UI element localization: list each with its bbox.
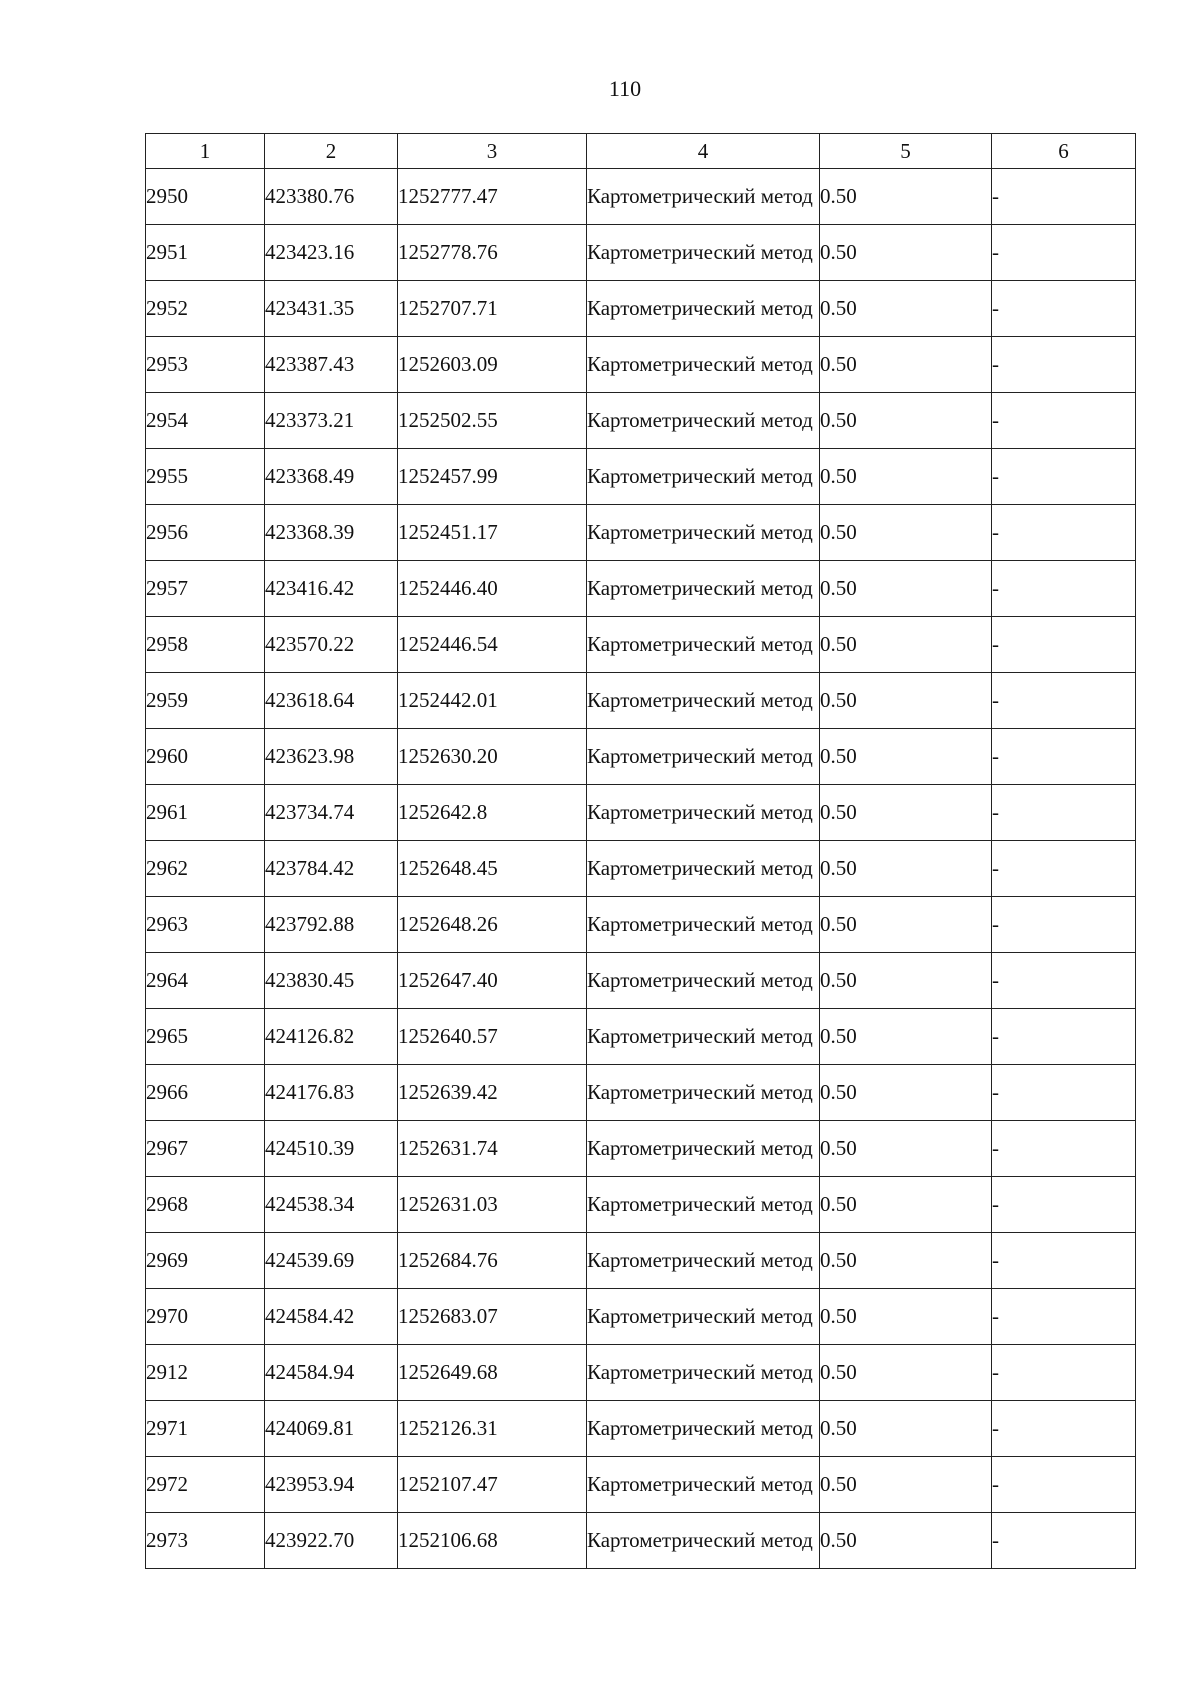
method-cell: Картометрический метод [587,449,820,505]
accuracy-cell: 0.50 [820,1121,992,1177]
x-coordinate-cell: 423368.39 [265,505,398,561]
y-coordinate-cell: 1252126.31 [398,1401,587,1457]
method-cell: Картометрический метод [587,785,820,841]
y-coordinate-cell: 1252707.71 [398,281,587,337]
note-cell: - [992,449,1136,505]
note-cell: - [992,1233,1136,1289]
x-coordinate-cell: 424584.94 [265,1345,398,1401]
point-number-cell: 2972 [146,1457,265,1513]
point-number-cell: 2954 [146,393,265,449]
note-cell: - [992,897,1136,953]
table-row [146,617,1136,673]
accuracy-cell: 0.50 [820,1177,992,1233]
accuracy-cell: 0.50 [820,673,992,729]
y-coordinate-cell: 1252639.42 [398,1065,587,1121]
accuracy-cell: 0.50 [820,1345,992,1401]
accuracy-cell: 0.50 [820,1457,992,1513]
table-row [146,953,1136,1009]
column-header-1: 1 [146,134,265,169]
table-row [146,449,1136,505]
accuracy-cell: 0.50 [820,505,992,561]
method-cell: Картометрический метод [587,1513,820,1569]
y-coordinate-cell: 1252603.09 [398,337,587,393]
accuracy-cell: 0.50 [820,841,992,897]
point-number-cell: 2912 [146,1345,265,1401]
x-coordinate-cell: 423416.42 [265,561,398,617]
point-number-cell: 2963 [146,897,265,953]
note-cell: - [992,281,1136,337]
table-row [146,169,1136,225]
table-header [146,134,1136,169]
x-coordinate-cell: 423373.21 [265,393,398,449]
x-coordinate-cell: 423734.74 [265,785,398,841]
point-number-cell: 2955 [146,449,265,505]
accuracy-cell: 0.50 [820,337,992,393]
note-cell: - [992,1513,1136,1569]
accuracy-cell: 0.50 [820,897,992,953]
method-cell: Картометрический метод [587,281,820,337]
y-coordinate-cell: 1252502.55 [398,393,587,449]
note-cell: - [992,169,1136,225]
accuracy-cell: 0.50 [820,1009,992,1065]
table-row [146,281,1136,337]
x-coordinate-cell: 423953.94 [265,1457,398,1513]
table-row [146,1457,1136,1513]
table-row [146,393,1136,449]
column-header-2: 2 [265,134,398,169]
accuracy-cell: 0.50 [820,729,992,785]
x-coordinate-cell: 423830.45 [265,953,398,1009]
y-coordinate-cell: 1252451.17 [398,505,587,561]
method-cell: Картометрический метод [587,617,820,673]
note-cell: - [992,1177,1136,1233]
column-header-3: 3 [398,134,587,169]
coordinates-table [145,133,1136,1569]
method-cell: Картометрический метод [587,1065,820,1121]
y-coordinate-cell: 1252631.03 [398,1177,587,1233]
note-cell: - [992,1401,1136,1457]
point-number-cell: 2962 [146,841,265,897]
method-cell: Картометрический метод [587,393,820,449]
y-coordinate-cell: 1252683.07 [398,1289,587,1345]
point-number-cell: 2967 [146,1121,265,1177]
table-row [146,225,1136,281]
x-coordinate-cell: 423368.49 [265,449,398,505]
table-row [146,897,1136,953]
x-coordinate-cell: 423618.64 [265,673,398,729]
table-body [146,169,1136,1569]
point-number-cell: 2965 [146,1009,265,1065]
note-cell: - [992,785,1136,841]
point-number-cell: 2953 [146,337,265,393]
note-cell: - [992,505,1136,561]
method-cell: Картометрический метод [587,1121,820,1177]
point-number-cell: 2966 [146,1065,265,1121]
table-row [146,785,1136,841]
point-number-cell: 2961 [146,785,265,841]
y-coordinate-cell: 1252640.57 [398,1009,587,1065]
point-number-cell: 2971 [146,1401,265,1457]
point-number-cell: 2973 [146,1513,265,1569]
table-row [146,841,1136,897]
table-row [146,1065,1136,1121]
method-cell: Картометрический метод [587,225,820,281]
table-row [146,505,1136,561]
note-cell: - [992,1009,1136,1065]
table-row [146,1177,1136,1233]
table-row [146,1233,1136,1289]
note-cell: - [992,561,1136,617]
method-cell: Картометрический метод [587,505,820,561]
x-coordinate-cell: 423431.35 [265,281,398,337]
method-cell: Картометрический метод [587,841,820,897]
accuracy-cell: 0.50 [820,225,992,281]
method-cell: Картометрический метод [587,1009,820,1065]
x-coordinate-cell: 424510.39 [265,1121,398,1177]
point-number-cell: 2959 [146,673,265,729]
accuracy-cell: 0.50 [820,1513,992,1569]
method-cell: Картометрический метод [587,729,820,785]
table-row [146,1345,1136,1401]
x-coordinate-cell: 424538.34 [265,1177,398,1233]
accuracy-cell: 0.50 [820,1233,992,1289]
x-coordinate-cell: 424584.42 [265,1289,398,1345]
y-coordinate-cell: 1252684.76 [398,1233,587,1289]
table-row [146,1009,1136,1065]
note-cell: - [992,1457,1136,1513]
note-cell: - [992,393,1136,449]
method-cell: Картометрический метод [587,953,820,1009]
note-cell: - [992,1289,1136,1345]
y-coordinate-cell: 1252107.47 [398,1457,587,1513]
table-row [146,1401,1136,1457]
x-coordinate-cell: 423570.22 [265,617,398,673]
point-number-cell: 2969 [146,1233,265,1289]
y-coordinate-cell: 1252442.01 [398,673,587,729]
table-row [146,1513,1136,1569]
table-row [146,561,1136,617]
note-cell: - [992,953,1136,1009]
point-number-cell: 2950 [146,169,265,225]
accuracy-cell: 0.50 [820,1065,992,1121]
y-coordinate-cell: 1252778.76 [398,225,587,281]
method-cell: Картометрический метод [587,673,820,729]
note-cell: - [992,1345,1136,1401]
accuracy-cell: 0.50 [820,1401,992,1457]
x-coordinate-cell: 423623.98 [265,729,398,785]
point-number-cell: 2952 [146,281,265,337]
table-row [146,337,1136,393]
x-coordinate-cell: 424539.69 [265,1233,398,1289]
y-coordinate-cell: 1252457.99 [398,449,587,505]
method-cell: Картометрический метод [587,897,820,953]
x-coordinate-cell: 424126.82 [265,1009,398,1065]
method-cell: Картометрический метод [587,337,820,393]
y-coordinate-cell: 1252647.40 [398,953,587,1009]
x-coordinate-cell: 423784.42 [265,841,398,897]
method-cell: Картометрический метод [587,1177,820,1233]
accuracy-cell: 0.50 [820,169,992,225]
point-number-cell: 2957 [146,561,265,617]
accuracy-cell: 0.50 [820,281,992,337]
point-number-cell: 2968 [146,1177,265,1233]
method-cell: Картометрический метод [587,1345,820,1401]
x-coordinate-cell: 423792.88 [265,897,398,953]
column-header-6: 6 [992,134,1136,169]
y-coordinate-cell: 1252648.45 [398,841,587,897]
note-cell: - [992,673,1136,729]
page-number: 110 [608,76,642,101]
table-row [146,1121,1136,1177]
accuracy-cell: 0.50 [820,953,992,1009]
note-cell: - [992,337,1136,393]
note-cell: - [992,841,1136,897]
method-cell: Картометрический метод [587,1289,820,1345]
point-number-cell: 2970 [146,1289,265,1345]
x-coordinate-cell: 423423.16 [265,225,398,281]
note-cell: - [992,1121,1136,1177]
accuracy-cell: 0.50 [820,449,992,505]
x-coordinate-cell: 424176.83 [265,1065,398,1121]
y-coordinate-cell: 1252631.74 [398,1121,587,1177]
method-cell: Картометрический метод [587,561,820,617]
y-coordinate-cell: 1252642.8 [398,785,587,841]
point-number-cell: 2964 [146,953,265,1009]
method-cell: Картометрический метод [587,1233,820,1289]
table-row [146,673,1136,729]
accuracy-cell: 0.50 [820,1289,992,1345]
method-cell: Картометрический метод [587,169,820,225]
method-cell: Картометрический метод [587,1401,820,1457]
y-coordinate-cell: 1252630.20 [398,729,587,785]
table-row [146,729,1136,785]
accuracy-cell: 0.50 [820,785,992,841]
point-number-cell: 2960 [146,729,265,785]
accuracy-cell: 0.50 [820,561,992,617]
y-coordinate-cell: 1252777.47 [398,169,587,225]
note-cell: - [992,225,1136,281]
table-row [146,1289,1136,1345]
y-coordinate-cell: 1252648.26 [398,897,587,953]
y-coordinate-cell: 1252446.40 [398,561,587,617]
header-row [146,134,1136,169]
accuracy-cell: 0.50 [820,617,992,673]
y-coordinate-cell: 1252649.68 [398,1345,587,1401]
point-number-cell: 2956 [146,505,265,561]
column-header-4: 4 [587,134,820,169]
note-cell: - [992,1065,1136,1121]
column-header-5: 5 [820,134,992,169]
point-number-cell: 2958 [146,617,265,673]
note-cell: - [992,617,1136,673]
x-coordinate-cell: 424069.81 [265,1401,398,1457]
method-cell: Картометрический метод [587,1457,820,1513]
note-cell: - [992,729,1136,785]
x-coordinate-cell: 423387.43 [265,337,398,393]
y-coordinate-cell: 1252106.68 [398,1513,587,1569]
accuracy-cell: 0.50 [820,393,992,449]
point-number-cell: 2951 [146,225,265,281]
x-coordinate-cell: 423380.76 [265,169,398,225]
x-coordinate-cell: 423922.70 [265,1513,398,1569]
y-coordinate-cell: 1252446.54 [398,617,587,673]
